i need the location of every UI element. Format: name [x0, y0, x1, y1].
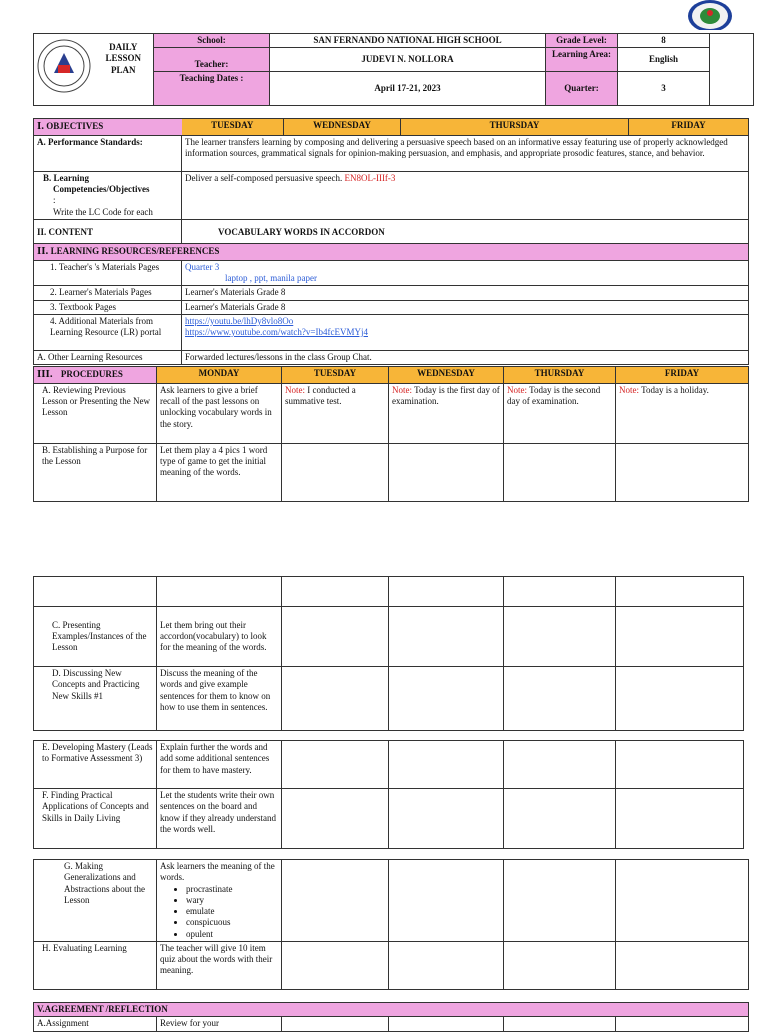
youtube-link-2[interactable]: https://www.youtube.com/watch?v=Ib4fcEVMYj4 — [185, 327, 368, 337]
day-header-monday: MONDAY — [157, 367, 282, 384]
competencies-label-line: : — [53, 195, 56, 206]
day-header-wednesday: WEDNESDAY — [389, 367, 504, 384]
teacher-value: JUDEVI N. NOLLORA — [270, 48, 546, 72]
section-number: I. — [37, 120, 45, 132]
proc-e-thursday — [504, 741, 616, 789]
proc-c-monday: Let them bring out their accordon(vocabulary) to look for the meaning of the words. — [157, 607, 282, 667]
proc-g-text: Ask learners the meaning of the words. — [160, 861, 275, 883]
tg-materials: laptop , ppt, manila paper — [225, 273, 317, 283]
proc-b-friday — [616, 443, 749, 501]
section-number: III. — [37, 368, 53, 380]
blank-row-cell — [157, 577, 282, 607]
proc-b-label: B. Establishing a Purpose for the Lesson — [34, 443, 157, 501]
day-header-friday: FRIDAY — [629, 119, 749, 136]
perf-standards-label: A. Performance Standards: — [34, 135, 182, 171]
proc-d-wednesday — [389, 667, 504, 731]
vocabulary-word: • opulent — [186, 929, 278, 940]
proc-c-wednesday — [389, 607, 504, 667]
proc-b-tuesday — [282, 443, 389, 501]
school-label: School: — [154, 34, 270, 48]
lc-code: EN8OL-IIIf-3 — [344, 172, 396, 183]
proc-e-friday — [616, 741, 744, 789]
content-label: II. CONTENT — [34, 219, 182, 245]
proc-d-thursday — [504, 667, 616, 731]
dll-title — [94, 34, 154, 106]
procedures-table-3 — [33, 740, 744, 849]
section-title: LEARNING RESOURCES/REFERENCES — [50, 246, 220, 256]
proc-a-label: A. Reviewing Previous Lesson or Presenting the New Lesson — [34, 383, 157, 443]
proc-e-tuesday — [282, 741, 389, 789]
blank-row-cell — [282, 577, 389, 607]
proc-g-label-text: G. Making Generalizations and Abstractions about the Lesson — [64, 861, 145, 905]
quarter-value: 3 — [618, 72, 710, 106]
note-text: Today is the first day of examination. — [392, 384, 500, 406]
tg-quarter: Quarter 3 — [185, 261, 220, 272]
proc-h-monday: The teacher will give 10 item quiz about the words with their meaning. — [157, 941, 282, 989]
grade-value: 8 — [618, 34, 710, 48]
note-text: Today is the second day of examination. — [507, 384, 601, 406]
content-text: VOCABULARY WORDS IN ACCORDON — [182, 219, 749, 245]
vocabulary-word: • wary — [186, 895, 278, 906]
proc-h-label: H. Evaluating Learning — [34, 941, 157, 989]
vocabulary-word: • emulate — [186, 906, 278, 917]
note-text: I conducted a summative test. — [285, 384, 356, 406]
proc-f-wednesday — [389, 789, 504, 849]
procedures-heading — [34, 367, 157, 384]
quarter-label: Quarter: — [546, 72, 618, 106]
proc-f-tuesday — [282, 789, 389, 849]
competencies-label-line: B. Learning — [43, 172, 90, 183]
tg-label: 1. Teacher's 's Materials Pages — [34, 260, 182, 286]
other-resources-label: A. Other Learning Resources — [34, 350, 182, 364]
competencies-description: Deliver a self-composed persuasive speech. — [185, 172, 345, 183]
other-resources-value: Forwarded lectures/lessons in the class Group Chat. — [182, 350, 749, 364]
competencies-label — [34, 171, 182, 219]
proc-f-friday — [616, 789, 744, 849]
lm-label: 2. Learner's Materials Pages — [34, 286, 182, 300]
proc-h-tuesday — [282, 941, 389, 989]
proc-b-thursday — [504, 443, 616, 501]
lm-value: Learner's Materials Grade 8 — [182, 286, 749, 300]
header-table — [33, 33, 754, 106]
dll-title-line: LESSON — [105, 53, 142, 64]
dates-label: Teaching Dates : — [154, 72, 270, 106]
blank-row-cell — [389, 577, 504, 607]
proc-g-wednesday — [389, 860, 504, 942]
textbook-value: Learner's Materials Grade 8 — [182, 300, 749, 314]
perf-standards-text: The learner transfers learning by composing and delivering a persuasive speech based on an informative essay featuring use of properly acknowledged information sources, grammatical signals for opinion-making persuasion, and emphasis, and appropriate prosodic features, stance, and behavior. — [182, 135, 749, 171]
objectives-table — [33, 118, 749, 246]
proc-a-friday — [616, 383, 749, 443]
vocabulary-word: • procrastinate — [186, 884, 278, 895]
dll-title-line: DAILY — [109, 42, 138, 52]
proc-g-label — [34, 860, 157, 942]
blank-row-cell — [34, 577, 157, 607]
competencies-label-line: Competencies/Objectives — [53, 184, 150, 194]
day-header-tuesday: TUESDAY — [282, 367, 389, 384]
section-title: OBJECTIVES — [46, 121, 104, 131]
deped-logo — [37, 35, 91, 97]
assignment-label: A.Assignment — [34, 1017, 157, 1031]
procedures-table-2 — [33, 576, 744, 731]
day-header-thursday: THURSDAY — [401, 119, 629, 136]
procedures-table-1 — [33, 366, 749, 502]
day-header-thursday: THURSDAY — [504, 367, 616, 384]
area-label: Learning Area: — [546, 48, 618, 72]
note-text: Today is a holiday. — [639, 384, 709, 395]
teacher-label: Teacher: — [154, 48, 270, 72]
area-value: English — [618, 48, 710, 72]
grade-label: Grade Level: — [546, 34, 618, 48]
proc-b-monday: Let them play a 4 pics 1 word type of game to get the initial meaning of the words. — [157, 443, 282, 501]
proc-b-wednesday — [389, 443, 504, 501]
proc-a-monday: Ask learners to give a brief recall of the past lessons on unlocking vocabulary words in the story. — [157, 383, 282, 443]
day-header-friday: FRIDAY — [616, 367, 749, 384]
proc-c-tuesday — [282, 607, 389, 667]
agreement-heading: V.AGREEMENT /REFLECTION — [34, 1003, 749, 1017]
deped-logo-cell — [34, 34, 94, 106]
day-header-tuesday: TUESDAY — [182, 119, 284, 136]
proc-e-label: E. Developing Mastery (Leads to Formative Assessment 3) — [34, 741, 157, 789]
textbook-label: 3. Textbook Pages — [34, 300, 182, 314]
blank-row-cell — [504, 577, 616, 607]
proc-c-thursday — [504, 607, 616, 667]
proc-h-thursday — [504, 941, 616, 989]
agreement-table — [33, 1002, 749, 1032]
proc-d-label: D. Discussing New Concepts and Practicing New Skills #1 — [34, 667, 157, 731]
school-value: SAN FERNANDO NATIONAL HIGH SCHOOL — [270, 34, 546, 48]
section-title: PROCEDURES — [60, 369, 123, 379]
vocabulary-word: • conspicuous — [186, 917, 278, 928]
additional-label: 4. Additional Materials from Learning Resource (LR) portal — [34, 314, 182, 350]
school-seal-logo — [686, 0, 734, 30]
note-label: Note: — [285, 384, 305, 395]
proc-h-friday — [616, 941, 749, 989]
proc-d-monday: Discuss the meaning of the words and give example sentences for them to know on how to use them in sentences. — [157, 667, 282, 731]
proc-a-thursday — [504, 383, 616, 443]
tg-value — [182, 260, 749, 286]
proc-h-wednesday — [389, 941, 504, 989]
proc-c-label: C. Presenting Examples/Instances of the Lesson — [34, 607, 157, 667]
note-label: Note: — [507, 384, 527, 395]
proc-g-thursday — [504, 860, 616, 942]
proc-c-friday — [616, 607, 744, 667]
section-number: II. — [37, 245, 49, 257]
procedures-table-4 — [33, 859, 749, 990]
assignment-monday: Review for your — [157, 1017, 282, 1031]
day-header-wednesday: WEDNESDAY — [284, 119, 401, 136]
vocabulary-list — [160, 884, 278, 940]
resources-heading — [34, 244, 749, 261]
proc-g-tuesday — [282, 860, 389, 942]
objectives-heading — [34, 119, 182, 136]
proc-f-label: F. Finding Practical Applications of Concepts and Skills in Daily Living — [34, 789, 157, 849]
competencies-text — [182, 171, 749, 219]
proc-a-wednesday — [389, 383, 504, 443]
proc-g-monday — [157, 860, 282, 942]
dll-title-line: PLAN — [111, 64, 136, 75]
proc-f-monday: Let the students write their own sentences on the board and know if they already understand the words well. — [157, 789, 282, 849]
proc-f-thursday — [504, 789, 616, 849]
resources-table — [33, 243, 749, 365]
proc-g-friday — [616, 860, 749, 942]
competencies-label-line: Write the LC Code for each — [53, 206, 153, 217]
blank-row-cell — [616, 577, 744, 607]
proc-e-wednesday — [389, 741, 504, 789]
note-label: Note: — [619, 384, 639, 395]
header-blank — [710, 34, 754, 106]
youtube-link-1[interactable]: https://youtu.be/lhDy8vlo8Oo — [185, 315, 294, 326]
proc-d-tuesday — [282, 667, 389, 731]
note-label: Note: — [392, 384, 412, 395]
proc-d-friday — [616, 667, 744, 731]
dates-value: April 17-21, 2023 — [270, 72, 546, 106]
proc-e-monday: Explain further the words and add some additional sentences for them to have mastery. — [157, 741, 282, 789]
additional-links — [182, 314, 749, 350]
proc-a-tuesday — [282, 383, 389, 443]
